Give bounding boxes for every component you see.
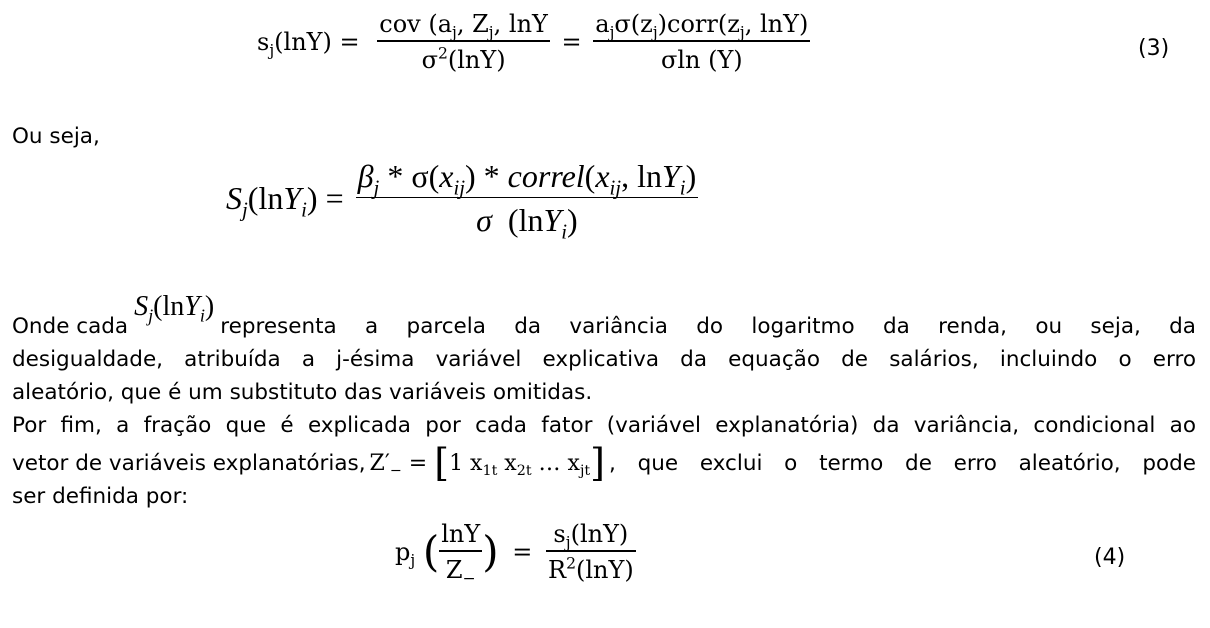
inline-vector-equation: $Z'_- = [1$ $x_{1t}$ $x_{2t}$ … $x_{jt}$] <box>369 441 605 485</box>
equation-3 <box>257 10 810 74</box>
paragraph-1-line-3: aleatório, que é um substituto das variáveis omitidas. <box>12 380 593 405</box>
paragraph-2-rest: , que exclui o termo de erro aleatório, pode <box>608 451 1196 476</box>
paragraph-onde-cada <box>12 291 1196 409</box>
share-denominator: σ (lnY$_i$) <box>356 197 699 239</box>
vetor-text: vetor de variáveis explanatórias, <box>12 451 366 476</box>
eq4-fraction <box>546 520 636 584</box>
eq4-inner-numerator: lnY <box>441 520 481 548</box>
share-fraction <box>356 158 699 244</box>
equation-3-number: (3) <box>1138 36 1170 61</box>
eq4-open-paren: ( <box>422 527 440 576</box>
paragraph-1-line-1 <box>12 291 1196 343</box>
paragraph-2-line-1: Por fim, a fração que é explicada por cada fator (variável explanatória) da variância, condicional ao <box>12 413 1196 438</box>
inline-share-term: $S_j(\ln Y_i)$ <box>134 291 215 326</box>
eq4-equals: = <box>512 538 533 566</box>
eq4-inner-fraction <box>439 520 482 588</box>
eq4-lhs: $p_j$ <box>395 538 416 570</box>
equation-4 <box>395 520 636 588</box>
eq3-equals: = <box>561 28 582 56</box>
eq3-lhs: $s_j(\ln Y)$ = <box>257 28 360 60</box>
eq3-denominator-2: σln (Y) <box>593 40 810 74</box>
eq3-fraction-1 <box>377 10 550 74</box>
eq3-fraction-2 <box>593 10 810 74</box>
onde-cada-text: Onde cada <box>12 314 129 339</box>
eq3-numerator-1: cov ($a_j$, $Z_j$, lnY <box>379 10 548 42</box>
equation-4-number: (4) <box>1094 545 1126 570</box>
paragraph-2-line-3: ser definida por: <box>12 484 189 509</box>
eq3-denominator-1: $\sigma^2(\ln Y)$ <box>377 40 550 74</box>
eq4-close-paren: ) <box>482 527 499 576</box>
share-lhs: $S_j(\ln Y_i)$ = <box>226 180 344 222</box>
paragraph-1-line-2: desigualdade, atribuída a j-ésima variável explicativa da equação de salários, incluindo o erro <box>12 347 1196 372</box>
eq4-denominator: $R^2(\ln Y)$ <box>546 550 636 584</box>
paragraph-por-fim <box>12 409 1196 513</box>
share-numerator: $\beta_j * \sigma(x_{ij})$ * $correl(x_{ij}$, lnY$_i$) <box>357 158 697 200</box>
eq4-numerator: $s_j(\ln Y)$ <box>553 520 629 552</box>
paragraph-1-rest: representa a parcela da variância do logaritmo da renda, ou seja, da <box>220 314 1196 339</box>
ou-seja-text: Ou seja, <box>12 124 100 149</box>
eq3-numerator-2: $a_j\sigma(z_j)corr(z_j$, lnY) <box>595 10 809 42</box>
paragraph-2-line-2 <box>12 441 1196 485</box>
eq4-inner-denominator: $Z_-$ <box>439 550 482 584</box>
equation-share <box>226 158 698 244</box>
